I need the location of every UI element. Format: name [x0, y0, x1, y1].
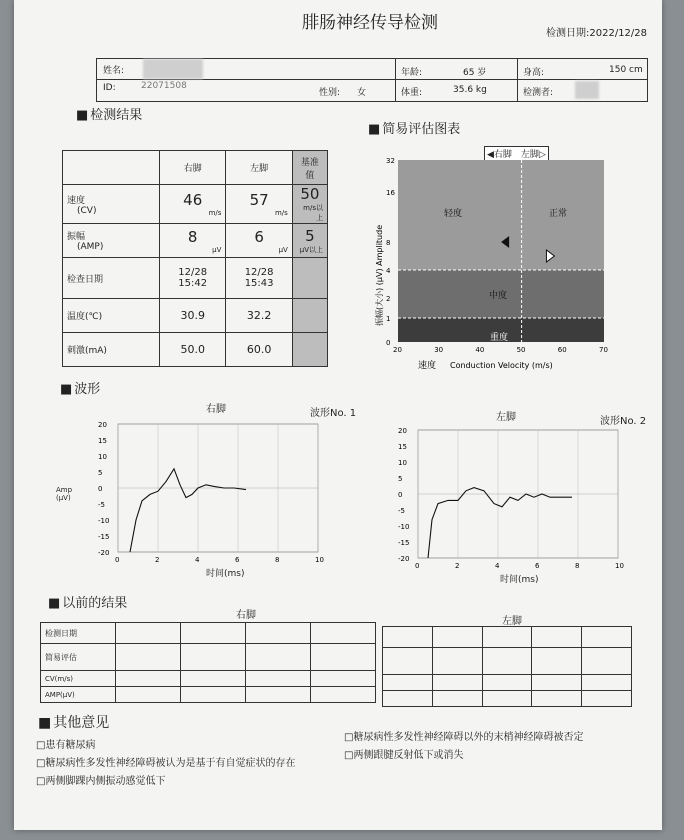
opinion-item[interactable]: □糖尿病性多发性神经障碍被认为是基于有自觉症状的存在 — [36, 758, 296, 769]
wave-left-y-tick: 15 — [398, 443, 407, 451]
eval-y-tick: 2 — [386, 295, 391, 303]
date-ref — [292, 258, 327, 299]
wave-right-y-tick: -5 — [98, 501, 105, 509]
report-title: 腓肠神经传导检测 — [302, 13, 438, 33]
id-value: 22071508 — [141, 81, 187, 91]
temp-row-label: 温度(℃) — [63, 299, 160, 333]
stim-row-label: 刺激(mA) — [63, 333, 160, 367]
age-value: 65 岁 — [463, 68, 487, 78]
temp-right: 30.9 — [160, 299, 226, 333]
legend-right-marker: ◀ — [487, 150, 494, 160]
patient-info-box — [96, 58, 648, 102]
date-row-label: 检查日期 — [63, 258, 160, 299]
wave-right-chart — [78, 418, 328, 578]
sex-label: 性别: — [319, 88, 341, 98]
temp-left: 32.2 — [226, 299, 292, 333]
prev-row-amp: AMP(μV) — [41, 687, 116, 703]
wave-left-y-tick: 0 — [398, 491, 403, 499]
eval-x-tick: 60 — [557, 346, 567, 354]
wave-left-x-tick: 0 — [415, 562, 420, 570]
temp-ref — [292, 299, 327, 333]
stim-ref — [292, 333, 327, 367]
opinion-item[interactable]: □糖尿病性多发性神经障碍以外的末梢神经障碍被否定 — [344, 732, 584, 743]
wave-right-no: 波形No. 1 — [310, 408, 357, 419]
wave-right-x-tick: 8 — [275, 556, 280, 564]
height-label: 身高: — [523, 68, 545, 78]
weight-label: 体重: — [401, 88, 423, 98]
report-date-label: 检测日期: — [546, 28, 590, 39]
speed-right: 46 — [183, 191, 203, 209]
waveform-section-title: ■ 波形 — [60, 378, 100, 397]
eval-xlabel-cn: 速度 — [418, 361, 437, 371]
wave-right-y-tick: 20 — [98, 421, 107, 429]
wave-right-y-tick: -10 — [98, 517, 110, 525]
opinion-item[interactable]: □两侧跟腱反射低下或消失 — [344, 750, 464, 761]
name-label: 姓名: — [103, 66, 125, 76]
speed-ref-cell: 50 m/s以上 — [292, 185, 327, 224]
eval-y-tick: 1 — [386, 315, 391, 323]
wave-left-trace — [428, 488, 572, 558]
eval-x-tick: 20 — [393, 346, 402, 354]
wave-right-x-tick: 2 — [155, 556, 160, 564]
prev-row-date: 检测日期 — [41, 623, 116, 644]
col-left-header: 左脚 — [226, 151, 292, 185]
zone-normal: 正常 — [549, 209, 568, 219]
zone-moderate: 中度 — [489, 291, 508, 301]
wave-right-x-tick: 4 — [195, 556, 200, 564]
eval-x-tick: 50 — [516, 346, 526, 354]
date-right: 12/28 15:42 — [160, 258, 226, 299]
wave-left-chart — [378, 424, 628, 584]
speed-ref: 50 — [300, 185, 320, 203]
speed-right-cell: 46 m/s — [160, 185, 226, 224]
wave-right-x-tick: 10 — [315, 556, 324, 564]
legend-left-marker: ▷ — [538, 150, 546, 160]
opinion-item[interactable]: □两侧脚踝内侧振动感觉低下 — [36, 776, 166, 787]
previous-left-title: 左脚 — [502, 616, 522, 627]
previous-left-table — [382, 626, 632, 707]
legend-right-label: 右脚 — [493, 150, 512, 160]
wave-left-title: 左脚 — [496, 412, 516, 423]
previous-right-table — [40, 622, 376, 703]
previous-right-title: 右脚 — [236, 610, 256, 621]
wave-left-y-tick: -15 — [398, 539, 410, 547]
report-date — [546, 24, 647, 39]
col-ref-header: 基准值 — [292, 151, 327, 185]
zone-mild: 轻度 — [444, 209, 463, 219]
speed-row-label: 速度 (CV) — [63, 185, 160, 224]
col-right-header: 右脚 — [160, 151, 226, 185]
eval-y-tick: 16 — [386, 189, 395, 197]
examiner-redaction — [575, 81, 599, 99]
wave-left-y-tick: -10 — [398, 523, 410, 531]
report-page — [14, 0, 662, 830]
height-value: 150 cm — [609, 65, 643, 75]
eval-chart — [354, 156, 614, 376]
wave-right-time-label: 时间(ms) — [206, 569, 245, 579]
eval-y-tick: 8 — [386, 239, 391, 247]
weight-value: 35.6 kg — [453, 85, 487, 95]
wave-right-y-tick: 5 — [98, 469, 103, 477]
amp-right-cell: 8 μV — [160, 224, 226, 258]
wave-left-x-tick: 6 — [535, 562, 540, 570]
zone-severe: 重度 — [490, 333, 509, 343]
wave-left-x-tick: 8 — [575, 562, 580, 570]
opinion-item[interactable]: □患有糖尿病 — [36, 740, 96, 751]
wave-right-y-tick: -20 — [98, 549, 110, 557]
wave-right-x-tick: 6 — [235, 556, 240, 564]
sex-value: 女 — [357, 88, 367, 98]
amp-left: 6 — [254, 227, 264, 246]
wave-left-time-label: 时间(ms) — [500, 575, 539, 585]
results-corner — [63, 151, 160, 185]
wave-right-trace — [130, 469, 246, 552]
eval-y-tick: 0 — [386, 339, 391, 347]
wave-right-y-tick: -15 — [98, 533, 110, 541]
wave-left-x-tick: 10 — [615, 562, 624, 570]
wave-right-x-tick: 0 — [115, 556, 120, 564]
results-table — [62, 150, 328, 367]
eval-xlabel-en: Conduction Velocity (m/s) — [450, 361, 553, 370]
wave-right-y-tick: 15 — [98, 437, 107, 445]
prev-row-cv: CV(m/s) — [41, 671, 116, 687]
stim-right: 50.0 — [160, 333, 226, 367]
eval-ylabel: 振幅(大小) (μV) Amplitude — [375, 224, 384, 326]
wave-left-y-tick: -5 — [398, 507, 405, 515]
examiner-label: 检测者: — [523, 88, 554, 98]
eval-section-title: ■ 简易评估图表 — [368, 118, 460, 137]
eval-y-tick: 32 — [386, 157, 395, 165]
previous-section-title: ■ 以前的结果 — [48, 592, 127, 611]
amp-ref: 5 — [305, 226, 315, 245]
wave-left-y-tick: 5 — [398, 475, 403, 483]
results-section-title: ■ 检测结果 — [76, 104, 142, 123]
wave-right-y-tick: 0 — [98, 485, 103, 493]
wave-left-y-tick: 20 — [398, 427, 407, 435]
amp-left-cell: 6 μV — [226, 224, 292, 258]
zone-mild-area — [398, 160, 604, 270]
amp-ref-cell: 5 μV以上 — [292, 224, 327, 258]
wave-right-y-tick: 10 — [98, 453, 107, 461]
amp-row-label: 振幅 (AMP) — [63, 224, 160, 258]
opinions-section-title: ■ 其他意见 — [38, 712, 109, 732]
speed-left-cell: 57 m/s — [226, 185, 292, 224]
amp-right: 8 — [187, 227, 198, 246]
wave-right-title: 右脚 — [206, 404, 226, 415]
wave-left-y-tick: -20 — [398, 555, 410, 563]
date-left: 12/28 15:43 — [226, 258, 292, 299]
wave-amp-label: Amp (μV) — [56, 486, 73, 502]
speed-left: 57 — [249, 191, 269, 209]
eval-x-tick: 70 — [599, 346, 608, 354]
eval-x-tick: 30 — [434, 346, 444, 354]
wave-left-x-tick: 2 — [455, 562, 460, 570]
age-label: 年龄: — [401, 68, 423, 78]
eval-y-tick: 4 — [386, 267, 391, 275]
wave-left-no: 波形No. 2 — [600, 416, 647, 427]
wave-left-y-tick: 10 — [398, 459, 407, 467]
wave-left-x-tick: 4 — [495, 562, 500, 570]
report-date-value: 2022/12/28 — [589, 28, 648, 39]
id-label: ID: — [103, 83, 116, 93]
name-redaction — [143, 59, 203, 79]
stim-left: 60.0 — [226, 333, 292, 367]
prev-row-eval: 简易评估 — [41, 644, 116, 671]
legend-left-label: 左脚 — [520, 150, 539, 160]
eval-x-tick: 40 — [475, 346, 485, 354]
